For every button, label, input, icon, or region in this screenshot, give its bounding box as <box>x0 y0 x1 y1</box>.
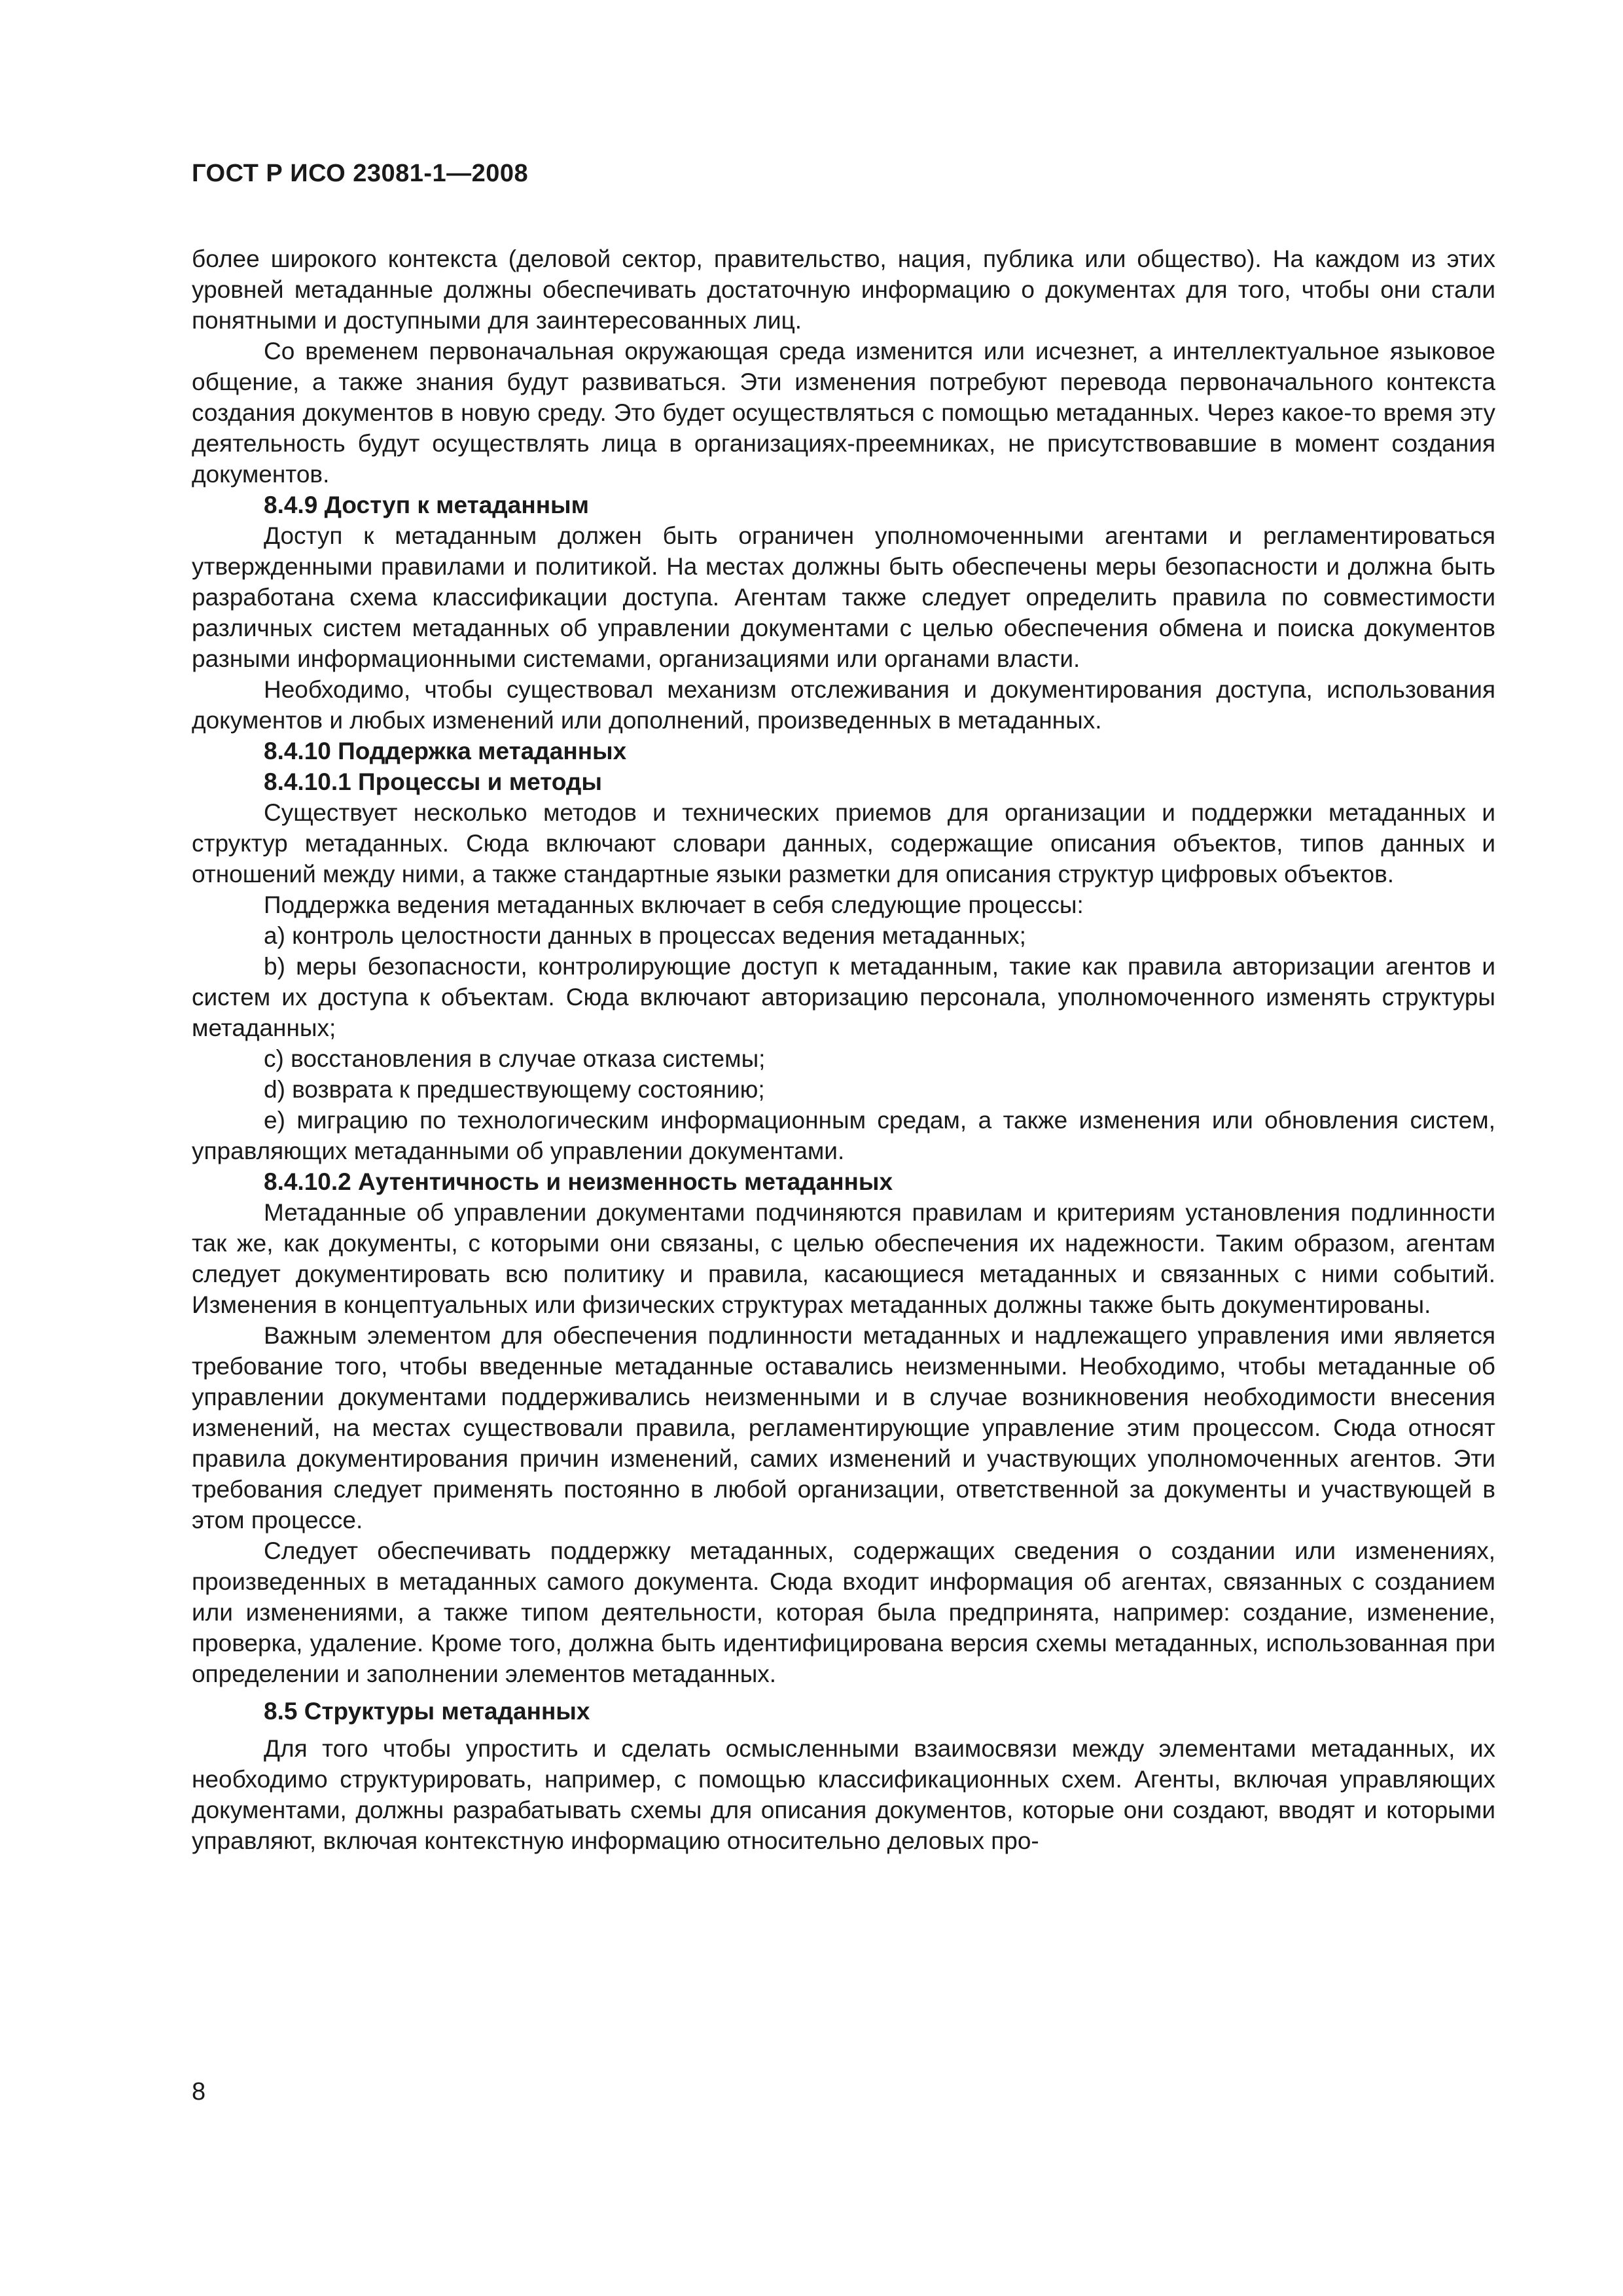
paragraph: Существует несколько методов и технических приемов для организации и поддержки метаданных и структур метаданных. Сюда включают словари данных, содержащие описания объектов, типов данных и отношений между ними, а также стандартные языки разметки для описания структур цифровых объектов. <box>192 799 1495 888</box>
section-heading-8-4-10: 8.4.10 Поддержка метаданных <box>264 738 627 764</box>
page-number: 8 <box>192 2078 206 2106</box>
list-item-e: e) миграцию по технологическим информационным средам, а также изменения или обновления систем, управляющих метаданными об управлении документами. <box>192 1107 1495 1164</box>
list-item-c: c) восстановления в случае отказа системы; <box>264 1045 766 1072</box>
section-heading-8-4-10-1: 8.4.10.1 Процессы и методы <box>264 768 602 795</box>
section-heading-8-4-9: 8.4.9 Доступ к метаданным <box>264 492 590 518</box>
paragraph: Метаданные об управлении документами подчиняются правилам и критериям установления подлинности так же, как документы, с которыми они связаны, с целью обеспечения их надежности. Таким образом, агентам следует документировать всю политику и правила, касающиеся метаданных и связанных с ними событий. Изменения в концептуальных или физических структурах метаданных должны также быть документированы. <box>192 1199 1495 1318</box>
document-body <box>192 243 1495 1856</box>
paragraph: Следует обеспечивать поддержку метаданных, содержащих сведения о создании или изменениях, произведенных в метаданных самого документа. Сюда входит информация об агентах, связанных с созданием или изменениями, а также типом деятельности, которая была предпринята, например: создание, изменение, проверка, удаление. Кроме того, должна быть идентифицирована версия схемы метаданных, использованная при определении и заполнении элементов метаданных. <box>192 1537 1495 1687</box>
section-heading-8-5: 8.5 Структуры метаданных <box>264 1698 590 1725</box>
paragraph: Доступ к метаданным должен быть ограничен уполномоченными агентами и регламентироваться утвержденными правилами и политикой. На местах должны быть обеспечены меры безопасности и должна быть разработана схема классификации доступа. Агентам также следует определить правила по совместимости различных систем метаданных об управлении документами с целью обеспечения обмена и поиска документов разными информационными системами, организациями или органами власти. <box>192 522 1495 672</box>
paragraph: более широкого контекста (деловой сектор, правительство, нация, публика или общество). На каждом из этих уровней метаданные должны обеспечивать достаточную информацию о документах для того, чтобы они стали понятными и доступными для заинтересованных лиц. <box>192 245 1495 334</box>
list-item-a: a) контроль целостности данных в процессах ведения метаданных; <box>264 922 1026 949</box>
paragraph: Поддержка ведения метаданных включает в себя следующие процессы: <box>264 891 1084 918</box>
document-header: ГОСТ Р ИСО 23081-1—2008 <box>192 160 529 187</box>
paragraph: Для того чтобы упростить и сделать осмысленными взаимосвязи между элементами метаданных, их необходимо структурировать, например, с помощью классификационных схем. Агенты, включая управляющих документами, должны разрабатывать схемы для описания документов, которые они создают, вводят и которыми управляют, включая контекстную информацию относительно деловых про- <box>192 1735 1495 1854</box>
paragraph: Необходимо, чтобы существовал механизм отслеживания и документирования доступа, использования документов и любых изменений или дополнений, произведенных в метаданных. <box>192 676 1495 734</box>
paragraph: Со временем первоначальная окружающая среда изменится или исчезнет, а интеллектуальное языковое общение, а также знания будут развиваться. Эти изменения потребуют перевода первоначального контекста создания документов в новую среду. Это будет осуществляться с помощью метаданных. Через какое-то время эту деятельность будут осуществлять лица в организациях-преемниках, не присутствовавшие в момент создания документов. <box>192 338 1495 488</box>
paragraph: Важным элементом для обеспечения подлинности метаданных и надлежащего управления ими является требование того, чтобы введенные метаданные оставались неизменными. Необходимо, чтобы метаданные об управлении документами поддерживались неизменными и в случае возникновения необходимости внесения изменений, на местах существовали правила, регламентирующие управление этим процессом. Сюда относят правила документирования причин изменений, самих изменений и участвующих уполномоченных агентов. Эти требования следует применять постоянно в любой организации, ответственной за документы и участвующей в этом процессе. <box>192 1322 1495 1534</box>
list-item-b: b) меры безопасности, контролирующие доступ к метаданным, такие как правила авторизации агентов и систем их доступа к объектам. Сюда включают авторизацию персонала, уполномоченного изменять структуры метаданных; <box>192 953 1495 1041</box>
section-heading-8-4-10-2: 8.4.10.2 Аутентичность и неизменность метаданных <box>264 1168 893 1195</box>
list-item-d: d) возврата к предшествующему состоянию; <box>264 1076 765 1103</box>
